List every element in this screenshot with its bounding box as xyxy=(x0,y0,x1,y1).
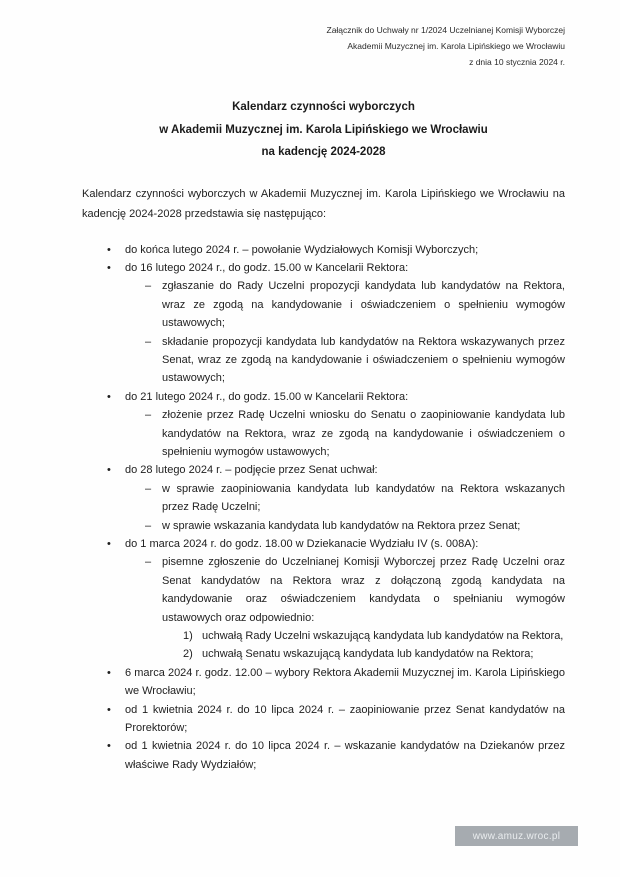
bullet-icon: • xyxy=(107,261,111,274)
bullet-icon: • xyxy=(107,666,111,679)
list-item-text: do 16 lutego 2024 r., do godz. 15.00 w Kancelarii Rektora: xyxy=(125,261,409,274)
intro-paragraph: Kalendarz czynności wyborczych w Akademii Muzycznej im. Karola Lipińskiego we Wrocławiu na kadencję 2024-2028 przedstawia się następująco: xyxy=(82,187,565,220)
election-calendar-list xyxy=(82,241,565,775)
list-item-text: od 1 kwietnia 2024 r. do 10 lipca 2024 r. – wskazanie kandydatów na Dziekanów przez właściwe Rady Wydziałów; xyxy=(125,740,565,771)
list-item-text: do 1 marca 2024 r. do godz. 18.00 w Dziekanacie Wydziału IV (s. 008A): xyxy=(125,538,479,550)
bullet-icon: • xyxy=(107,390,111,403)
dash-icon: – xyxy=(145,556,152,569)
list-item xyxy=(107,737,565,774)
bullet-icon: • xyxy=(107,464,111,477)
list-item xyxy=(107,664,565,701)
list-item-text: do 28 lutego 2024 r. – podjęcie przez Senat uchwał: xyxy=(125,464,378,477)
list-item xyxy=(107,241,565,259)
list-item xyxy=(145,553,565,627)
list-item-text: uchwałą Rady Uczelni wskazującą kandydata lub kandydatów na Rektora, xyxy=(202,630,564,643)
list-item xyxy=(107,259,565,277)
list-item xyxy=(145,406,565,461)
list-item-text: 6 marca 2024 r. godz. 12.00 – wybory Rektora Akademii Muzycznej im. Karola Lipińskiego we Wrocławiu; xyxy=(125,666,565,698)
dash-icon: – xyxy=(145,519,152,532)
list-item xyxy=(145,333,565,388)
list-item-text: uchwałą Senatu wskazującą kandydata lub kandydatów na Rektora; xyxy=(202,648,534,661)
bullet-icon: • xyxy=(107,538,111,550)
dash-icon: – xyxy=(145,335,152,348)
list-item xyxy=(183,645,565,663)
list-item-text: składanie propozycji kandydata lub kandydatów na Rektora wskazywanych przez Senat, wraz ze zgodą na kandydowanie i oświadczeniem o spełnieniu wymogów ustawowych; xyxy=(162,335,565,385)
list-item-text: pisemne zgłoszenie do Uczelnianej Komisji Wyborczej przez Radę Uczelni oraz Senat kandydatów na Rektora wraz z dołączoną zgodą kandydata na kandydowanie oraz oświadczeniem kandydata o spełnianiu wymogów ustawowych oraz odpowiednio: xyxy=(162,556,565,624)
website-footer-bar xyxy=(455,826,578,846)
page-title-line: na kadencję 2024-2028 xyxy=(261,146,386,158)
list-item xyxy=(183,627,565,645)
number-label: 2) xyxy=(183,648,193,661)
list-item-text: od 1 kwietnia 2024 r. do 10 lipca 2024 r. – zaopiniowanie przez Senat kandydatów na Prorektorów; xyxy=(125,703,565,735)
dash-icon: – xyxy=(145,280,152,293)
list-item-text: w sprawie zaopiniowania kandydata lub kandydatów na Rektora wskazanych przez Radę Uczelni; xyxy=(162,482,565,514)
list-item xyxy=(145,480,565,517)
list-item xyxy=(107,461,565,479)
bullet-icon: • xyxy=(107,243,111,256)
list-item-text: do końca lutego 2024 r. – powołanie Wydziałowych Komisji Wyborczych; xyxy=(125,243,479,256)
page-title-line: Kalendarz czynności wyborczych xyxy=(232,101,415,113)
page-title-line: w Akademii Muzycznej im. Karola Lipińskiego we Wrocławiu xyxy=(159,123,488,136)
list-item-text: do 21 lutego 2024 r., do godz. 15.00 w Kancelarii Rektora: xyxy=(125,390,409,403)
website-url: www.amuz.wroc.pl xyxy=(472,830,561,842)
list-item-text: złożenie przez Radę Uczelni wniosku do Senatu o zaopiniowanie kandydata lub kandydatów na Rektora, wraz ze zgodą na kandydowanie i oświadczeniem o spełnieniu wymogów ustawowych; xyxy=(162,409,565,458)
list-item xyxy=(107,535,565,553)
list-item xyxy=(145,277,565,332)
list-item xyxy=(107,701,565,738)
attachment-note xyxy=(82,22,565,70)
list-item xyxy=(145,517,565,535)
bullet-icon: • xyxy=(107,740,111,753)
attachment-note-line: Akademii Muzycznej im. Karola Lipińskiego we Wrocławiu xyxy=(347,41,565,51)
number-label: 1) xyxy=(183,630,193,643)
dash-icon: – xyxy=(145,409,152,422)
list-item-text: zgłaszanie do Rady Uczelni propozycji kandydata lub kandydatów na Rektora, wraz ze zgodą na kandydowanie i oświadczeniem o spełnieniu wymogów ustawowych; xyxy=(162,280,565,330)
attachment-note-line: z dnia 10 stycznia 2024 r. xyxy=(469,57,565,67)
bullet-icon: • xyxy=(107,703,111,716)
page-title xyxy=(82,96,565,164)
attachment-note-line: Załącznik do Uchwały nr 1/2024 Uczelnianej Komisji Wyborczej xyxy=(326,25,565,35)
list-item-text: w sprawie wskazania kandydata lub kandydatów na Rektora przez Senat; xyxy=(162,519,521,532)
dash-icon: – xyxy=(145,482,152,495)
list-item xyxy=(107,388,565,406)
